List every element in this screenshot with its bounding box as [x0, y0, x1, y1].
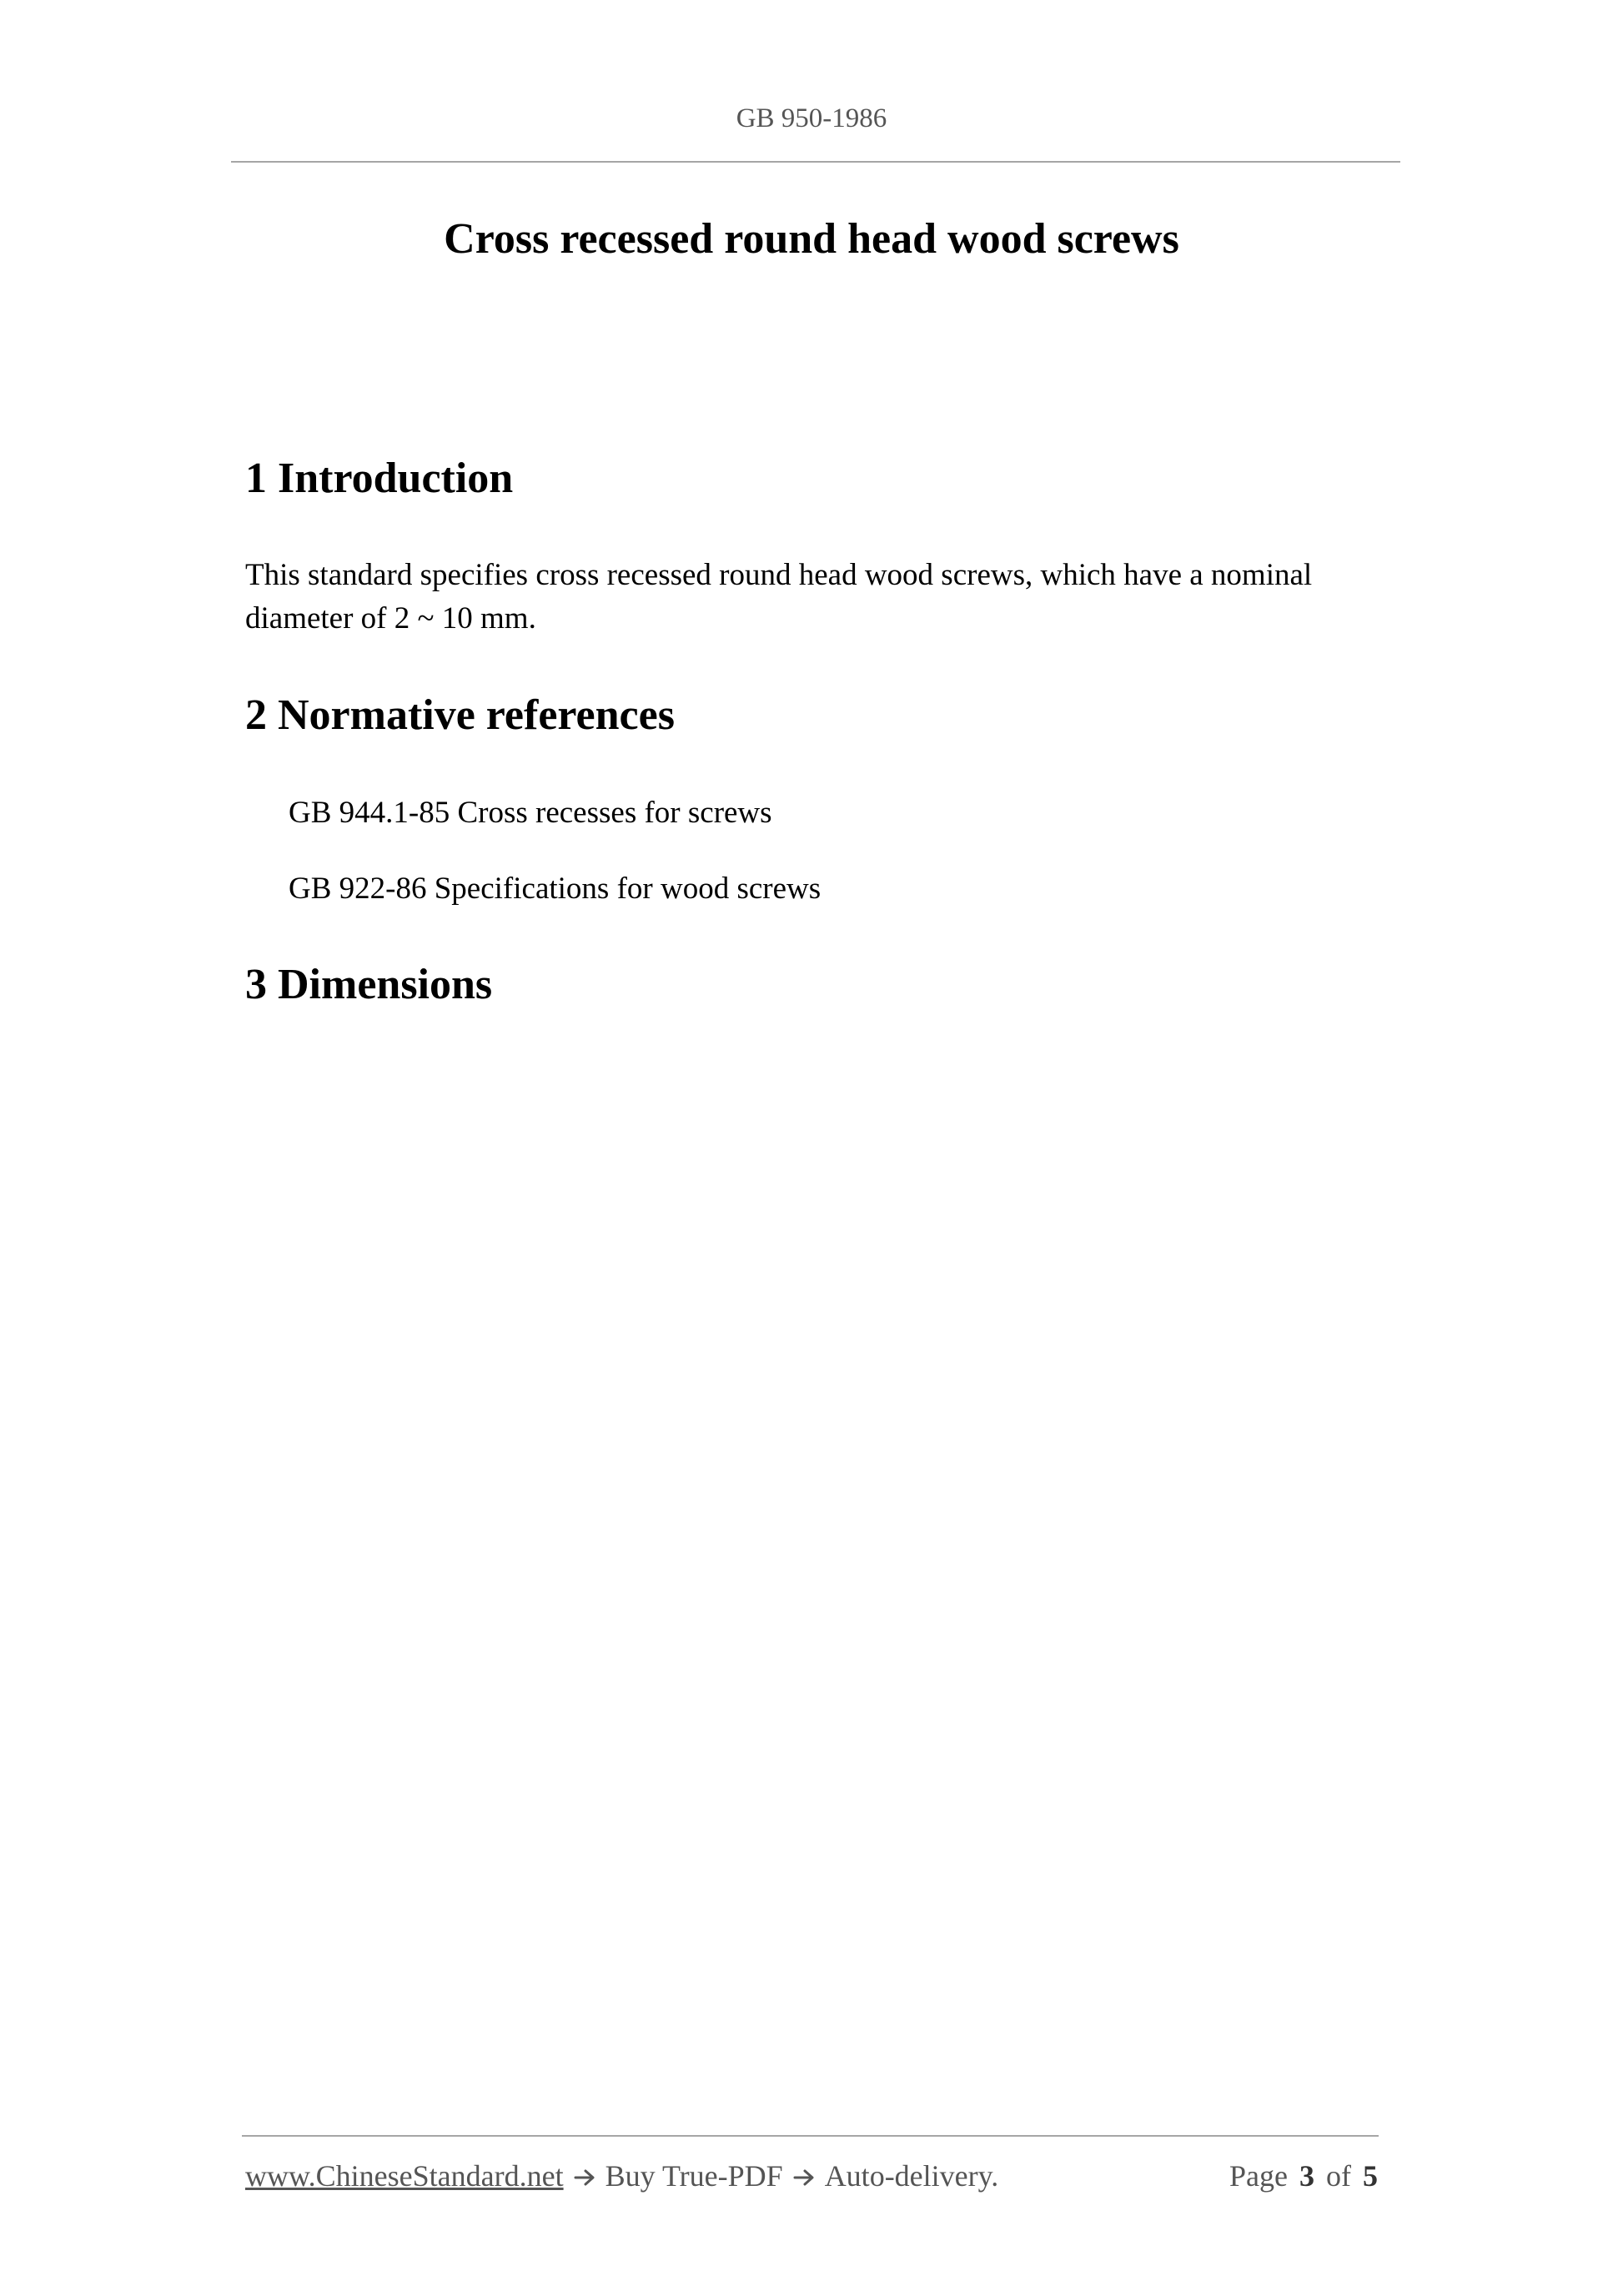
reference-item: GB 922-86 Specifications for wood screws — [289, 872, 822, 906]
section-heading-dimensions: 3 Dimensions — [245, 961, 493, 1008]
buy-true-pdf-text: Buy True-PDF — [605, 2159, 783, 2193]
header-divider — [231, 161, 1400, 163]
page-of-label: of — [1326, 2159, 1351, 2193]
introduction-paragraph: This standard specifies cross recessed round head wood screws, which have a nominal diameter of 2 ~ 10 mm. — [245, 558, 1313, 636]
document-title: Cross recessed round head wood screws — [444, 215, 1179, 263]
footer-promo — [245, 2158, 998, 2194]
page-number — [1229, 2158, 1378, 2194]
page-total: 5 — [1363, 2159, 1378, 2193]
website-link[interactable]: www.ChineseStandard.net — [245, 2159, 564, 2193]
right-arrow-icon — [574, 2168, 597, 2188]
footer-divider — [242, 2135, 1379, 2137]
right-arrow-icon — [793, 2168, 817, 2188]
page-label: Page — [1229, 2159, 1288, 2193]
reference-item: GB 944.1-85 Cross recesses for screws — [289, 796, 772, 830]
auto-delivery-text: Auto-delivery. — [824, 2159, 999, 2193]
section-heading-normative-references: 2 Normative references — [245, 691, 675, 739]
page-header-standard-code: GB 950-1986 — [736, 103, 887, 133]
section-heading-introduction: 1 Introduction — [245, 455, 514, 502]
page-current: 3 — [1299, 2159, 1314, 2193]
